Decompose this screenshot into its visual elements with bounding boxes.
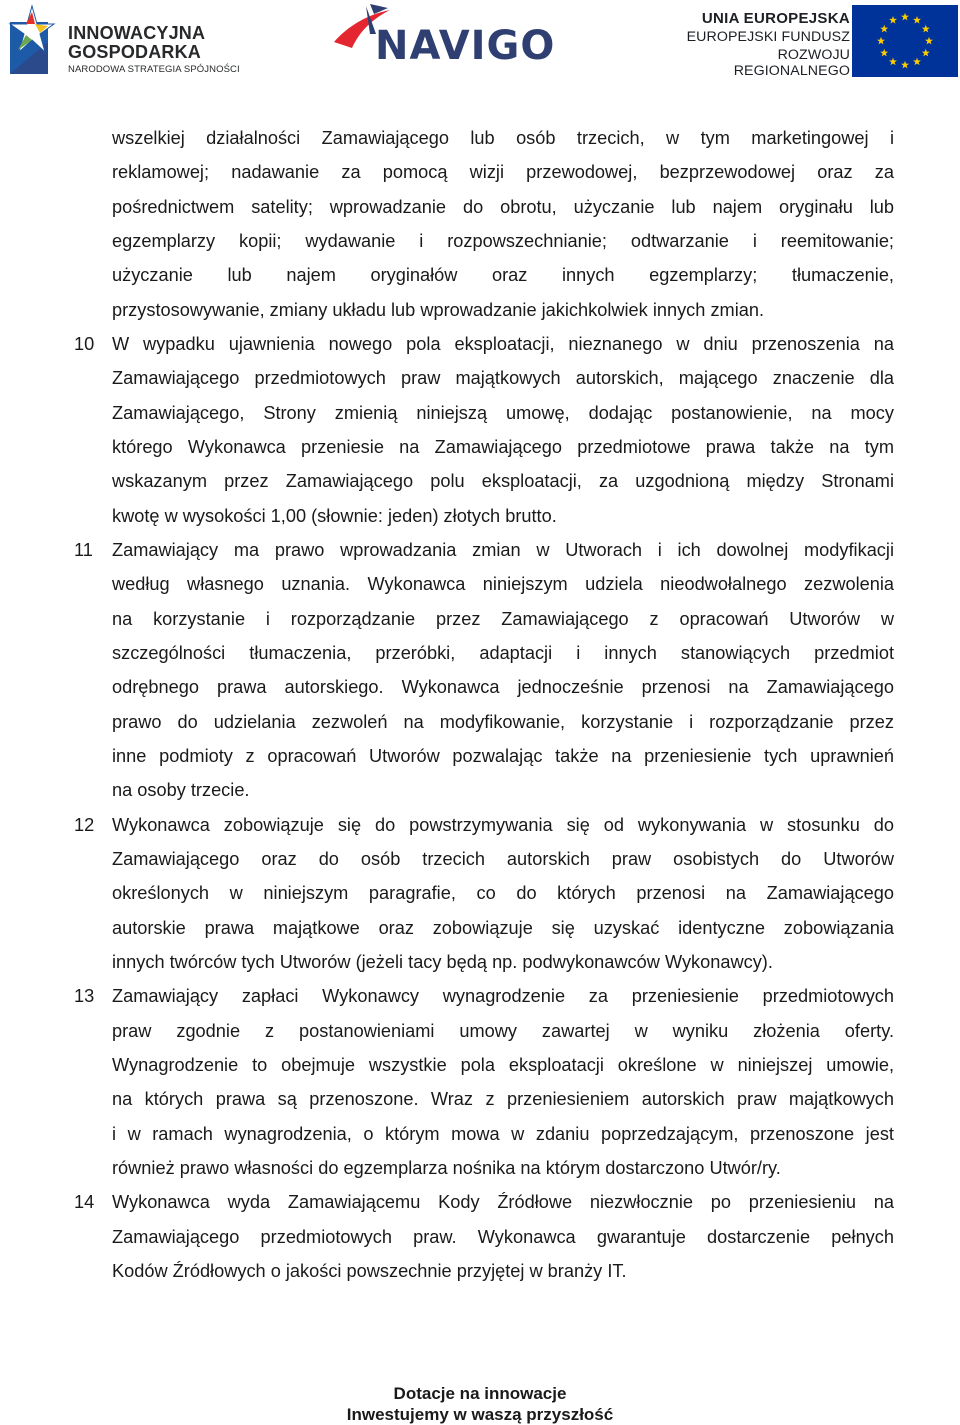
page-header	[0, 0, 960, 80]
text-line: według własnego uznania. Wykonawca niniejszym udziela nieodwołalnego zezwolenia	[112, 574, 894, 594]
ig-logo-line2: GOSPODARKA	[68, 42, 202, 62]
paragraph-number: 13	[74, 986, 95, 1006]
text-line: na których prawa są przenoszone. Wraz z przeniesieniem autorskich praw majątkowych	[112, 1089, 894, 1109]
text-line: egzemplarzy kopii; wydawanie i rozpowszechnianie; odtwarzanie i reemitowanie;	[112, 231, 894, 251]
text-line: na osoby trzecie.	[112, 780, 250, 800]
text-line: którego Wykonawca przeniesie na Zamawiającego przedmiotowe prawa także na tym	[112, 437, 894, 457]
text-line: Zamawiającego przedmiotowych praw majątkowych autorskich, mającego znaczenie dla	[112, 368, 894, 388]
ue-logo-line1: UNIA EUROPEJSKA	[701, 10, 850, 27]
navigo-logo	[330, 4, 555, 72]
text-line: i w ramach wynagrodzenia, o którym mowa w zdaniu poprzedzającym, przenoszone jest	[112, 1124, 894, 1144]
footer-line1: Dotacje na innowacje	[393, 1384, 567, 1403]
text-line: praw zgodnie z postanowieniami umowy zawartej w wyniku złożenia oferty.	[112, 1021, 894, 1041]
footer-line2: Inwestujemy w waszą przyszłość	[346, 1405, 614, 1424]
ig-logo-line1: INNOWACYJNA	[68, 23, 206, 43]
ue-efrr-logo	[660, 10, 850, 79]
text-line: Zamawiającego oraz do osób trzecich autorskich praw osobistych do Utworów	[112, 849, 894, 869]
paragraph-number: 12	[74, 815, 95, 835]
text-line: Kodów Źródłowych o jakości powszechnie przyjętej w branży IT.	[112, 1261, 627, 1281]
text-line: odrębnego prawa autorskiego. Wykonawca jednocześnie przenosi na Zamawiającego	[112, 677, 894, 697]
text-line: autorskie prawa majątkowe oraz zobowiązuje się uzyskać identyczne zobowiązania	[112, 918, 894, 938]
text-line: pośrednictwem satelity; wprowadzanie do obrotu, użyczanie lub najem oryginału lub	[112, 197, 894, 217]
text-line: Zamawiający zapłaci Wykonawcy wynagrodzenie za przeniesienie przedmiotowych	[112, 986, 894, 1006]
paragraph-number: 11	[74, 540, 93, 560]
text-line: Zamawiającego przedmiotowych praw. Wykonawca gwarantuje dostarczenie pełnych	[112, 1227, 894, 1247]
text-line: przystosowywanie, zmiany układu lub wprowadzanie jakichkolwiek innych zmian.	[112, 300, 765, 320]
ue-logo-line2: EUROPEJSKI FUNDUSZ	[686, 29, 850, 45]
innowacyjna-gospodarka-logo	[4, 2, 244, 78]
navigo-logo-text: NAVIGO	[375, 23, 556, 69]
text-line: wszelkiej działalności Zamawiającego lub osób trzecich, w tym marketingowej i	[112, 128, 894, 148]
text-line: inne podmioty z opracowań Utworów pozwalając także na przeniesienie tych uprawnień	[112, 746, 894, 766]
text-line: innych twórców tych Utworów (jeżeli tacy będą np. podwykonawców Wykonawcy).	[112, 952, 773, 972]
text-line: określonych w niniejszym paragrafie, co do których przenosi na Zamawiającego	[112, 883, 894, 903]
text-line: prawo do udzielania zezwoleń na modyfikowanie, korzystanie i rozporządzanie przez	[112, 712, 894, 732]
text-line: Zamawiającego, Strony zmienią niniejszą umowę, dodając postanowienie, na mocy	[112, 403, 894, 423]
paragraph-number: 14	[74, 1192, 95, 1212]
text-line: Wynagrodzenie to obejmuje wszystkie pola eksploatacji określone w niniejszej umowie,	[112, 1055, 894, 1075]
text-line: wskazanym przez Zamawiającego polu eksploatacji, za uzgodnioną między Stronami	[112, 471, 894, 491]
text-line: Wykonawca zobowiązuje się do powstrzymywania się od wykonywania w stosunku do	[112, 815, 894, 835]
text-line: Wykonawca wyda Zamawiającemu Kody Źródłowe niezwłocznie po przeniesieniu na	[112, 1192, 894, 1212]
text-line: reklamowej; nadawanie za pomocą wizji przewodowej, bezprzewodowej oraz za	[112, 162, 894, 182]
ig-star-icon	[4, 2, 62, 78]
eu-flag-icon	[852, 5, 958, 77]
text-line: szczególności tłumaczenia, przeróbki, adaptacji i innych stanowiących przedmiot	[112, 643, 894, 663]
ue-logo-line3: ROZWOJU REGIONALNEGO	[733, 47, 850, 79]
page-footer	[0, 1383, 960, 1425]
ig-logo-line3: NARODOWA STRATEGIA SPÓJNOŚCI	[68, 64, 240, 75]
text-line: Zamawiający ma prawo wprowadzania zmian w Utworach i ich dowolnej modyfikacji	[112, 540, 894, 560]
text-line: również prawo własności do egzemplarza nośnika na którym dostarczono Utwór/ry.	[112, 1158, 781, 1178]
text-line: W wypadku ujawnienia nowego pola eksploatacji, nieznanego w dniu przenoszenia na	[112, 334, 894, 354]
text-line: użyczanie lub najem oryginałów oraz innych egzemplarzy; tłumaczenie,	[112, 265, 894, 285]
text-line: na korzystanie i rozporządzanie przez Zamawiającego z opracowań Utworów w	[112, 609, 894, 629]
text-line: kwotę w wysokości 1,00 (słownie: jeden) złotych brutto.	[112, 506, 557, 526]
paragraph-number: 10	[74, 334, 95, 354]
